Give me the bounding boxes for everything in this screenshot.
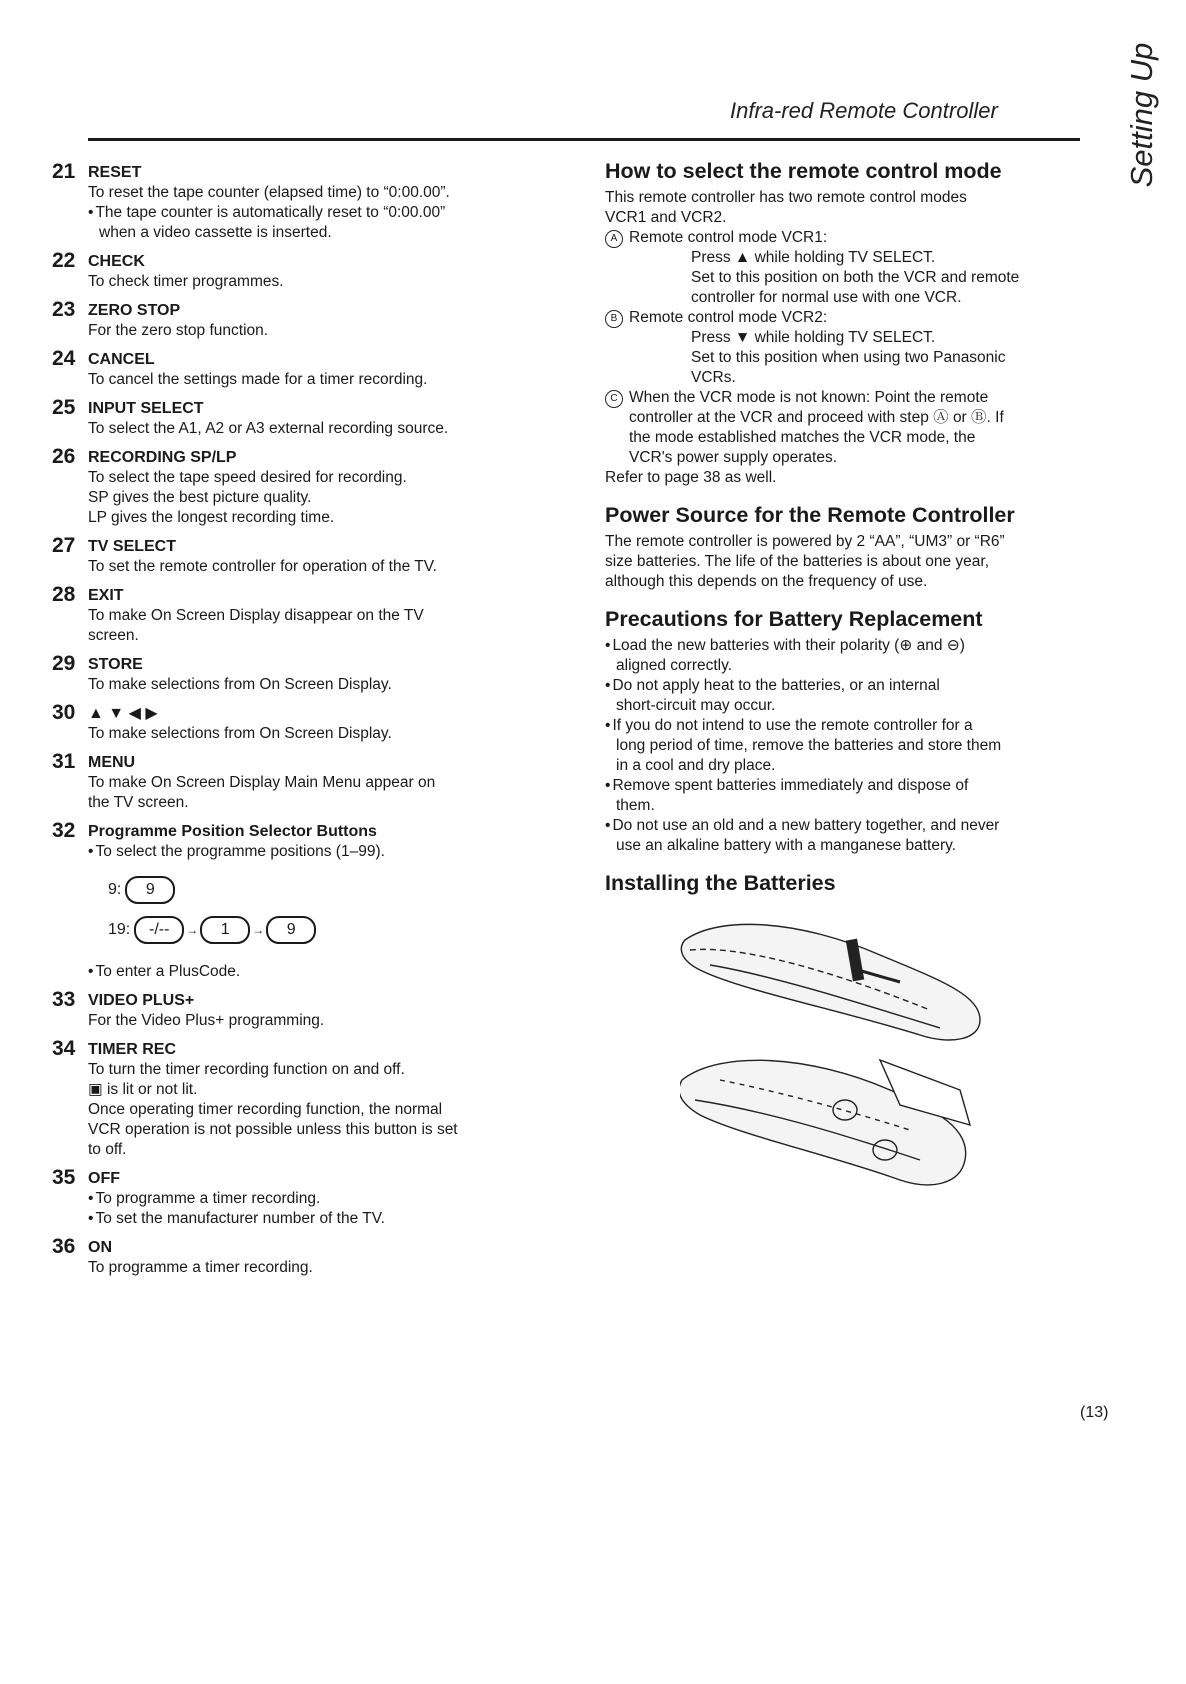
- item-number: 32: [52, 819, 76, 842]
- item-line: For the Video Plus+ programming.: [88, 1012, 325, 1029]
- item-title: MENU: [88, 754, 136, 771]
- text-line: long period of time, remove the batteries and store them: [616, 737, 1002, 754]
- text-line: Set to this position when using two Panasonic: [691, 349, 1006, 366]
- item-line: when a video cassette is inserted.: [99, 224, 332, 241]
- circled-b-icon: B: [605, 310, 623, 328]
- page-number: (13): [1080, 1404, 1109, 1421]
- item-title: INPUT SELECT: [88, 400, 204, 417]
- section-heading: Precautions for Battery Replacement: [605, 607, 983, 631]
- item-line: the TV screen.: [88, 794, 189, 811]
- item-25: [52, 396, 532, 439]
- arrow-icon: →: [186, 923, 199, 937]
- mode-label: Remote control mode VCR1:: [629, 229, 828, 246]
- text-line: aligned correctly.: [616, 657, 733, 674]
- item-line: To set the remote controller for operation of the TV.: [88, 558, 437, 575]
- item-number: 21: [52, 160, 76, 183]
- item-line: • To programme a timer recording.: [88, 1189, 532, 1209]
- item-number: 22: [52, 249, 76, 272]
- item-30: [52, 701, 532, 744]
- text-line: When the VCR mode is not known: Point the remote: [629, 389, 989, 406]
- item-line: ▣ is lit or not lit.: [88, 1081, 198, 1098]
- item-line: To make On Screen Display disappear on the TV: [88, 607, 424, 624]
- item-24: [52, 347, 532, 390]
- text-line: controller at the VCR and proceed with step Ⓐ or Ⓑ. If: [629, 409, 1004, 426]
- item-line: • To enter a PlusCode.: [88, 962, 532, 982]
- item-title: ▲ ▼ ◀ ▶: [88, 705, 158, 722]
- text-line: Refer to page 38 as well.: [605, 469, 777, 486]
- key-9-icon: 9: [125, 876, 175, 904]
- mode-press: Press ▼ while holding TV SELECT.: [691, 329, 936, 346]
- item-title: RESET: [88, 164, 142, 181]
- section-heading: Power Source for the Remote Controller: [605, 503, 1015, 527]
- text-line: in a cool and dry place.: [616, 757, 776, 774]
- item-31: [52, 750, 532, 813]
- item-title: CANCEL: [88, 351, 155, 368]
- item-title: EXIT: [88, 587, 124, 604]
- battery-installation-figure: [680, 910, 1040, 1200]
- item-26: [52, 445, 532, 528]
- item-line: to off.: [88, 1141, 127, 1158]
- key-1-icon: 1: [200, 916, 250, 944]
- text-line: • Do not use an old and a new battery together, and never: [605, 816, 1075, 836]
- circled-a-icon: A: [605, 230, 623, 248]
- text-line: short-circuit may occur.: [616, 697, 776, 714]
- item-23: [52, 298, 532, 341]
- item-line: To make selections from On Screen Display.: [88, 676, 392, 693]
- key-example-row-2: [108, 916, 532, 944]
- item-33: [52, 988, 532, 1031]
- text-line: VCR1 and VCR2.: [605, 209, 727, 226]
- item-number: 36: [52, 1235, 76, 1258]
- text-line: use an alkaline battery with a manganese battery.: [616, 837, 957, 854]
- item-title: ZERO STOP: [88, 302, 181, 319]
- item-line: To cancel the settings made for a timer recording.: [88, 371, 428, 388]
- item-32: [52, 819, 532, 982]
- item-34: [52, 1037, 532, 1160]
- side-tab-label: Setting Up: [1124, 42, 1159, 188]
- install-section: [605, 870, 1075, 896]
- precautions-section: [605, 606, 1075, 856]
- item-number: 26: [52, 445, 76, 468]
- item-title: RECORDING SP/LP: [88, 449, 237, 466]
- item-title: VIDEO PLUS+: [88, 992, 195, 1009]
- text-line: • If you do not intend to use the remote controller for a: [605, 716, 1075, 736]
- key-dash-icon: -/--: [134, 916, 184, 944]
- precaution-bullet: [605, 816, 1075, 856]
- item-27: [52, 534, 532, 577]
- remote-bottom-illustration: [680, 1060, 970, 1185]
- precaution-bullet: [605, 676, 1075, 716]
- text-line: • Remove spent batteries immediately and dispose of: [605, 776, 1075, 796]
- item-title: TIMER REC: [88, 1041, 176, 1058]
- item-29: [52, 652, 532, 695]
- item-28: [52, 583, 532, 646]
- precaution-bullet: [605, 776, 1075, 816]
- text-line: the mode established matches the VCR mode, the: [629, 429, 976, 446]
- item-line: To select the tape speed desired for recording.: [88, 469, 407, 486]
- item-line: • To select the programme positions (1–99).: [88, 842, 532, 862]
- item-line: To reset the tape counter (elapsed time) to “0:00.00”.: [88, 184, 450, 201]
- item-line: For the zero stop function.: [88, 322, 269, 339]
- item-number: 30: [52, 701, 76, 724]
- item-line: Once operating timer recording function, the normal: [88, 1101, 443, 1118]
- item-title: ON: [88, 1239, 112, 1256]
- precaution-bullet: [605, 636, 1075, 676]
- text-line: The remote controller is powered by 2 “AA”, “UM3” or “R6”: [605, 533, 1005, 550]
- left-column: [52, 160, 532, 1287]
- item-number: 23: [52, 298, 76, 321]
- remote-top-illustration: [681, 924, 980, 1040]
- mode-label: Remote control mode VCR2:: [629, 309, 828, 326]
- item-title: CHECK: [88, 253, 145, 270]
- item-line: VCR operation is not possible unless this button is set: [88, 1121, 458, 1138]
- item-line: To select the A1, A2 or A3 external recording source.: [88, 420, 449, 437]
- item-line: To turn the timer recording function on and off.: [88, 1061, 405, 1078]
- section-heading: Installing the Batteries: [605, 871, 836, 895]
- item-22: [52, 249, 532, 292]
- text-line: controller for normal use with one VCR.: [691, 289, 962, 306]
- item-number: 34: [52, 1037, 76, 1060]
- item-line: LP gives the longest recording time.: [88, 509, 335, 526]
- power-section: [605, 502, 1075, 592]
- text-line: them.: [616, 797, 655, 814]
- item-title: OFF: [88, 1170, 120, 1187]
- item-line: • The tape counter is automatically reset to “0:00.00”: [88, 203, 532, 223]
- text-line: VCRs.: [691, 369, 736, 386]
- item-21: [52, 160, 532, 243]
- item-number: 35: [52, 1166, 76, 1189]
- text-line: although this depends on the frequency of use.: [605, 573, 928, 590]
- text-line: This remote controller has two remote control modes: [605, 189, 967, 206]
- item-title: Programme Position Selector Buttons: [88, 823, 377, 840]
- item-number: 27: [52, 534, 76, 557]
- item-line: To check timer programmes.: [88, 273, 284, 290]
- key-9-icon: 9: [266, 916, 316, 944]
- text-line: Set to this position on both the VCR and remote: [691, 269, 1020, 286]
- mode-press: Press ▲ while holding TV SELECT.: [691, 249, 936, 266]
- header-rule: [88, 138, 1080, 141]
- item-number: 28: [52, 583, 76, 606]
- item-number: 29: [52, 652, 76, 675]
- page-header-title: Infra-red Remote Controller: [730, 98, 998, 123]
- item-number: 24: [52, 347, 76, 370]
- item-title: TV SELECT: [88, 538, 177, 555]
- mode-c: [605, 388, 1075, 468]
- key-example-label: 9:: [108, 881, 122, 898]
- precaution-bullet: [605, 716, 1075, 776]
- circled-c-icon: C: [605, 390, 623, 408]
- item-line: • To set the manufacturer number of the TV.: [88, 1209, 532, 1229]
- key-example-row-1: [108, 876, 532, 904]
- key-example-label: 19:: [108, 921, 131, 938]
- section-heading: How to select the remote control mode: [605, 159, 1002, 183]
- text-line: size batteries. The life of the batteries is about one year,: [605, 553, 989, 570]
- item-number: 31: [52, 750, 76, 773]
- text-line: VCR's power supply operates.: [629, 449, 838, 466]
- item-line: SP gives the best picture quality.: [88, 489, 312, 506]
- mode-section: [605, 158, 1075, 488]
- item-line: To make On Screen Display Main Menu appear on: [88, 774, 436, 791]
- item-line: To make selections from On Screen Display.: [88, 725, 392, 742]
- mode-a: [605, 228, 1075, 248]
- item-36: [52, 1235, 532, 1278]
- right-column: [605, 158, 1075, 906]
- item-number: 33: [52, 988, 76, 1011]
- arrow-icon: →: [252, 923, 265, 937]
- mode-b: [605, 308, 1075, 328]
- item-number: 25: [52, 396, 76, 419]
- item-35: [52, 1166, 532, 1229]
- item-line: To programme a timer recording.: [88, 1259, 313, 1276]
- side-tab: [1112, 40, 1172, 190]
- item-title: STORE: [88, 656, 143, 673]
- text-line: • Load the new batteries with their polarity (⊕ and ⊖): [605, 636, 1075, 656]
- text-line: • Do not apply heat to the batteries, or an internal: [605, 676, 1075, 696]
- item-line: screen.: [88, 627, 139, 644]
